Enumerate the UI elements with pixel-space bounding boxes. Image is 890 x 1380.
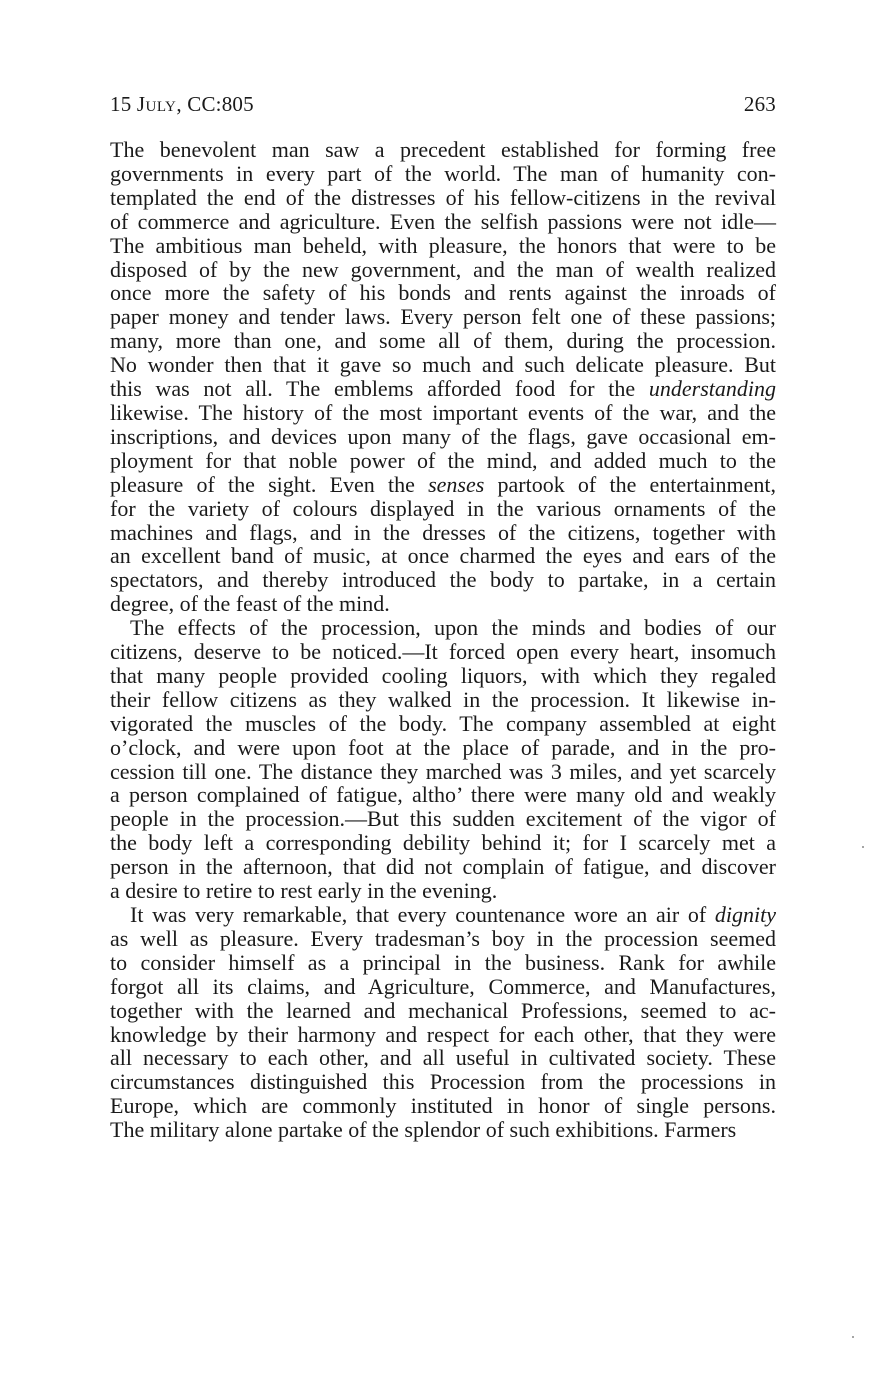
text-line: [110, 305, 776, 329]
text-run: No wonder then that it gave so much and such delicate pleasure. But: [110, 352, 776, 378]
text-line: [110, 903, 776, 927]
text-run: an excellent band of music, at once charmed the eyes and ears of the: [110, 543, 776, 569]
text-line: [110, 783, 776, 807]
paragraph: [110, 903, 776, 1142]
text-line: [110, 927, 776, 951]
paragraph: [110, 616, 776, 903]
text-line: [110, 855, 776, 879]
text-run: vigorated the muscles of the body. The company assembled at eight: [110, 710, 776, 736]
text-line: [110, 425, 776, 449]
text-line: [110, 353, 776, 377]
text-line: [110, 1023, 776, 1047]
text-run: their fellow citizens as they walked in the procession. It likewise in-: [110, 686, 776, 712]
text-run: pleasure of the sight. Even the: [110, 471, 429, 497]
text-line: [110, 521, 776, 545]
text-line: [110, 186, 776, 210]
text-run: a desire to retire to rest early in the evening.: [110, 878, 498, 904]
text-run: circumstances distinguished this Procession from the processions in: [110, 1069, 776, 1095]
text-line: [110, 281, 776, 305]
text-run: The effects of the procession, upon the minds and bodies of our: [130, 615, 776, 641]
text-run: Europe, which are commonly instituted in honor of single persons.: [110, 1093, 776, 1119]
header-reference: 15 July, CC:805: [110, 92, 254, 116]
text-run: many, more than one, and some all of them, during the procession.: [110, 328, 776, 354]
text-run: to consider himself as a principal in the business. Rank for awhile: [110, 949, 776, 975]
text-line: [110, 616, 776, 640]
text-line: [110, 1118, 776, 1142]
text-line: [110, 999, 776, 1023]
text-line: [110, 975, 776, 999]
paragraph: [110, 138, 776, 616]
italic-text: understanding: [648, 376, 776, 402]
text-run: this was not all. The emblems afforded food for the: [110, 376, 649, 402]
text-run: degree, of the feast of the mind.: [110, 591, 390, 617]
text-run: templated the end of the distresses of his fellow-citizens in the revival: [110, 184, 776, 210]
text-run: for the variety of colours displayed in the various ornaments of the: [110, 495, 776, 521]
text-run: spectators, and thereby introduced the body to partake, in a certain: [110, 567, 776, 593]
text-run: paper money and tender laws. Every person felt one of these passions;: [110, 304, 776, 330]
text-line: [110, 473, 776, 497]
text-line: [110, 210, 776, 234]
text-run: citizens, deserve to be noticed.—It forced open every heart, insomuch: [110, 639, 776, 665]
text-line: [110, 1046, 776, 1070]
text-line: [110, 592, 776, 616]
text-line: [110, 831, 776, 855]
italic-text: dignity: [714, 902, 776, 927]
text-line: [110, 1070, 776, 1094]
scan-speck: [862, 846, 864, 848]
text-run: o’clock, and were upon foot at the place of parade, and in the pro-: [110, 734, 776, 760]
text-run: the body left a corresponding debility behind it; for I scarcely met a: [110, 830, 776, 856]
text-run: It was very remarkable, that every countenance wore an air of: [130, 902, 715, 927]
text-run: a person complained of fatigue, altho’ there were many old and weakly: [110, 782, 776, 808]
document-page: [110, 92, 776, 1142]
text-run: that many people provided cooling liquors, with which they regaled: [110, 662, 776, 688]
text-run: knowledge by their harmony and respect for each other, that they were: [110, 1021, 776, 1047]
text-line: [110, 568, 776, 592]
text-line: [110, 664, 776, 688]
text-run: together with the learned and mechanical Professions, seemed to ac-: [110, 997, 776, 1023]
text-line: [110, 1094, 776, 1118]
text-line: [110, 951, 776, 975]
text-run: machines and flags, and in the dresses of the citizens, together with: [110, 519, 776, 545]
text-line: [110, 640, 776, 664]
scan-speck: [852, 1336, 854, 1338]
text-run: cession till one. The distance they marched was 3 miles, and yet scarcely: [110, 758, 776, 784]
text-line: [110, 712, 776, 736]
text-line: [110, 544, 776, 568]
text-line: [110, 449, 776, 473]
text-line: [110, 162, 776, 186]
text-line: [110, 234, 776, 258]
text-run: ployment for that noble power of the mind, and added much to the: [110, 447, 776, 473]
text-run: The military alone partake of the splendor of such exhibitions. Farmers: [110, 1117, 737, 1143]
text-run: once more the safety of his bonds and rents against the inroads of: [110, 280, 776, 306]
text-line: [110, 760, 776, 784]
text-line: [110, 138, 776, 162]
text-line: [110, 497, 776, 521]
text-run: as well as pleasure. Every tradesman’s boy in the procession seemed: [110, 925, 776, 951]
text-line: [110, 879, 776, 903]
text-run: forgot all its claims, and Agriculture, Commerce, and Manufactures,: [110, 973, 776, 999]
text-run: of commerce and agriculture. Even the selfish passions were not idle—: [110, 208, 776, 234]
text-run: partook of the entertainment,: [484, 471, 776, 497]
text-line: [110, 377, 776, 401]
text-run: The benevolent man saw a precedent established for forming free: [110, 137, 776, 162]
text-line: [110, 329, 776, 353]
text-run: people in the procession.—But this sudden excitement of the vigor of: [110, 806, 776, 832]
body-text: [110, 138, 776, 1142]
text-run: The ambitious man beheld, with pleasure, the honors that were to be: [110, 232, 776, 258]
text-line: [110, 688, 776, 712]
page-number: 263: [743, 92, 776, 116]
text-line: [110, 807, 776, 831]
text-line: [110, 258, 776, 282]
italic-text: senses: [428, 471, 485, 497]
text-line: [110, 736, 776, 760]
text-run: person in the afternoon, that did not complain of fatigue, and discover: [110, 854, 776, 880]
text-run: all necessary to each other, and all useful in cultivated society. These: [110, 1045, 776, 1071]
text-line: [110, 401, 776, 425]
text-run: disposed of by the new government, and the man of wealth realized: [110, 256, 776, 282]
text-run: likewise. The history of the most important events of the war, and the: [110, 399, 776, 425]
header-month: July: [136, 92, 177, 116]
text-run: inscriptions, and devices upon many of the flags, gave occasional em-: [110, 423, 776, 449]
text-run: governments in every part of the world. The man of humanity con-: [110, 160, 776, 186]
running-header: [110, 92, 776, 128]
